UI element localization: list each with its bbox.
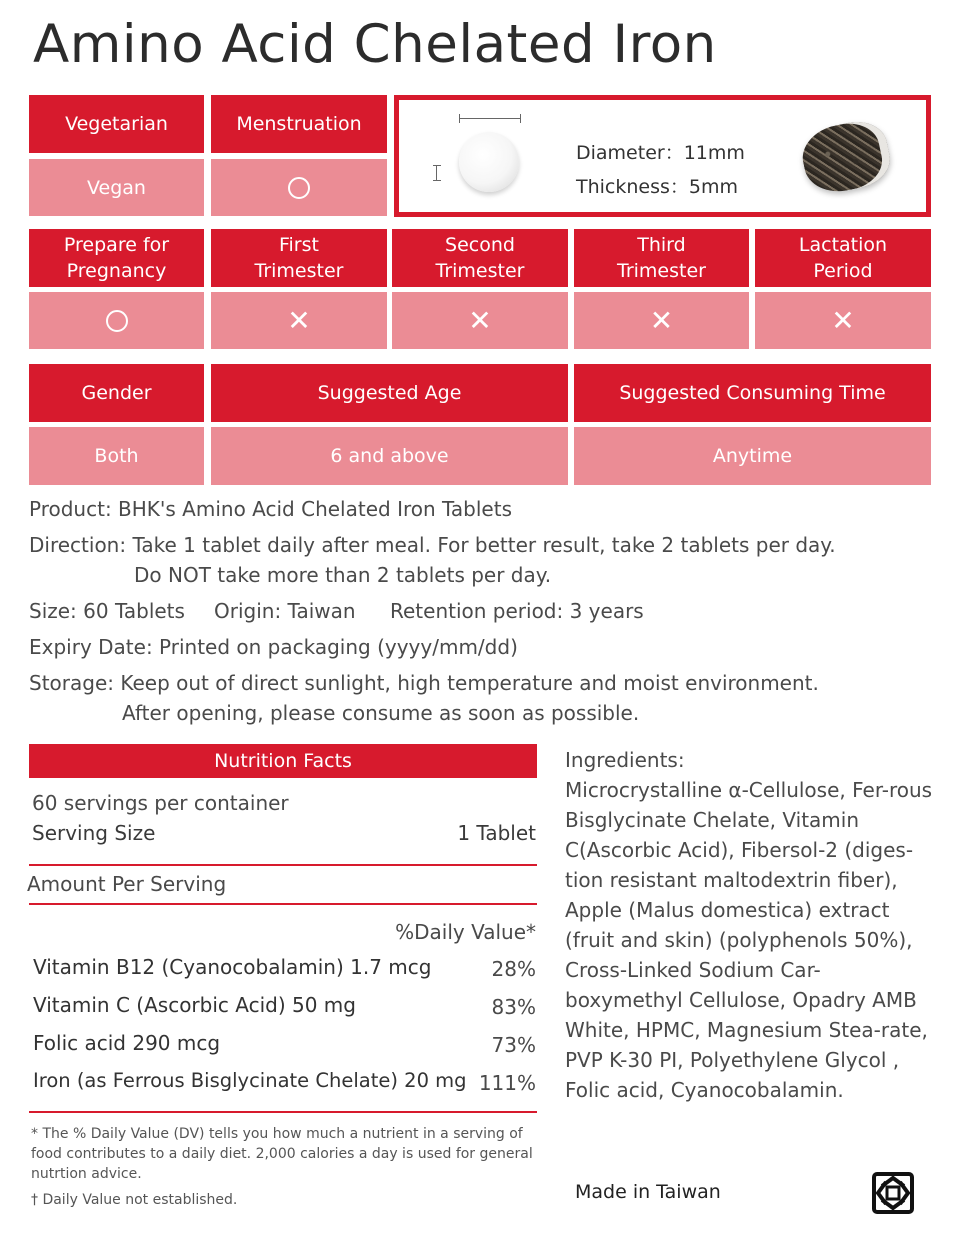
third-trimester-value: ✕ — [574, 292, 749, 349]
serving-size-label: Serving Size — [32, 821, 156, 845]
tablet-spec-panel — [394, 95, 931, 217]
vegan-label: Vegan — [29, 159, 204, 216]
nutrient-name: Iron (as Ferrous Bisglycinate Chelate) 20 mg — [33, 1069, 467, 1092]
nutrient-name: Vitamin C (Ascorbic Acid) 50 mg — [33, 993, 356, 1017]
tablet-image — [459, 132, 519, 192]
nutrient-name: Folic acid 290 mcg — [33, 1031, 221, 1055]
menstruation-value — [211, 159, 387, 216]
diameter-dimension-icon — [459, 118, 521, 119]
product-line: Product: BHK's Amino Acid Chelated Iron Tablets — [29, 497, 512, 521]
direction-line-2: Do NOT take more than 2 tablets per day. — [134, 563, 552, 587]
tablet-cross-section-image — [797, 116, 895, 198]
gender-value: Both — [29, 427, 204, 485]
servings-per-container: 60 servings per container — [32, 791, 289, 815]
made-in-label: Made in Taiwan — [575, 1181, 721, 1203]
vegetarian-label: Vegetarian — [29, 95, 204, 153]
thickness-dimension-icon — [436, 165, 437, 181]
menstruation-label: Menstruation — [211, 95, 387, 153]
divider — [29, 864, 537, 866]
nutrient-name: Vitamin B12 (Cyanocobalamin) 1.7 mcg — [33, 955, 432, 979]
lactation-period-value: ✕ — [755, 292, 931, 349]
first-trimester-label: First Trimester — [211, 229, 387, 287]
origin-line: Origin: Taiwan — [214, 599, 356, 623]
nutrient-dv: 111% — [478, 1071, 536, 1095]
lactation-period-label: Lactation Period — [755, 229, 931, 287]
circle-icon — [106, 310, 128, 332]
nutrient-dv: 83% — [491, 995, 536, 1019]
amount-per-serving: Amount Per Serving — [27, 872, 227, 896]
gender-label: Gender — [29, 364, 204, 422]
size-line: Size: 60 Tablets — [29, 599, 185, 623]
third-trimester-label: Third Trimester — [574, 229, 749, 287]
nutrient-dv: 28% — [491, 957, 536, 981]
suggested-age-value: 6 and above — [211, 427, 568, 485]
tablet-diameter: Diameter：11mm — [576, 142, 745, 164]
first-trimester-value: ✕ — [211, 292, 387, 349]
ingredients-block — [565, 745, 935, 1105]
second-trimester-value: ✕ — [392, 292, 568, 349]
storage-line-1: Storage: Keep out of direct sunlight, high temperature and moist environment. — [29, 671, 819, 695]
suggested-age-label: Suggested Age — [211, 364, 568, 422]
daily-value-footnote: * The % Daily Value (DV) tells you how much a nutrient in a serving of food contributes to a daily diet. 2,000 calories a day is used for general nutrtion advice. — [31, 1126, 533, 1182]
consuming-time-value: Anytime — [574, 427, 931, 485]
nutrition-facts-header: Nutrition Facts — [29, 744, 537, 778]
divider — [29, 1111, 537, 1113]
recycle-icon — [872, 1172, 914, 1214]
circle-icon — [288, 177, 310, 199]
second-trimester-label: Second Trimester — [392, 229, 568, 287]
tablet-thickness: Thickness：5mm — [576, 176, 739, 198]
ingredients-text: Microcrystalline α-Cellulose, Fer-rous Bisglycinate Chelate, Vitamin C(Ascorbic Acid), Fibersol-2 (diges-tion resistant maltodextrin fiber), Apple (Malus domestica) extract (fruit and skin) (polyphenols 50%), Cross-Linked Sodium Car-boxymethyl Cellulose, Opadry AMB White, HPMC, Magnesium Stea-rate, PVP K-30 PI, Polyethylene Glycol , Folic acid, Cyanocobalamin. — [565, 778, 933, 1102]
pregnancy-prepare-value — [29, 292, 204, 349]
daily-value-header: %Daily Value* — [395, 920, 536, 944]
consuming-time-label: Suggested Consuming Time — [574, 364, 931, 422]
storage-line-2: After opening, please consume as soon as possible. — [122, 701, 640, 725]
serving-size-value: 1 Tablet — [457, 821, 536, 845]
expiry-line: Expiry Date: Printed on packaging (yyyy/mm/dd) — [29, 635, 518, 659]
page-title: Amino Acid Chelated Iron — [33, 14, 717, 75]
not-established-footnote: † Daily Value not established. — [31, 1192, 238, 1208]
direction-line-1: Direction: Take 1 tablet daily after meal. For better result, take 2 tablets per day. — [29, 533, 836, 557]
retention-line: Retention period: 3 years — [390, 599, 644, 623]
ingredients-label: Ingredients: — [565, 748, 685, 772]
pregnancy-prepare-label: Prepare for Pregnancy — [29, 229, 204, 287]
divider — [29, 903, 537, 905]
nutrient-dv: 73% — [491, 1033, 536, 1057]
